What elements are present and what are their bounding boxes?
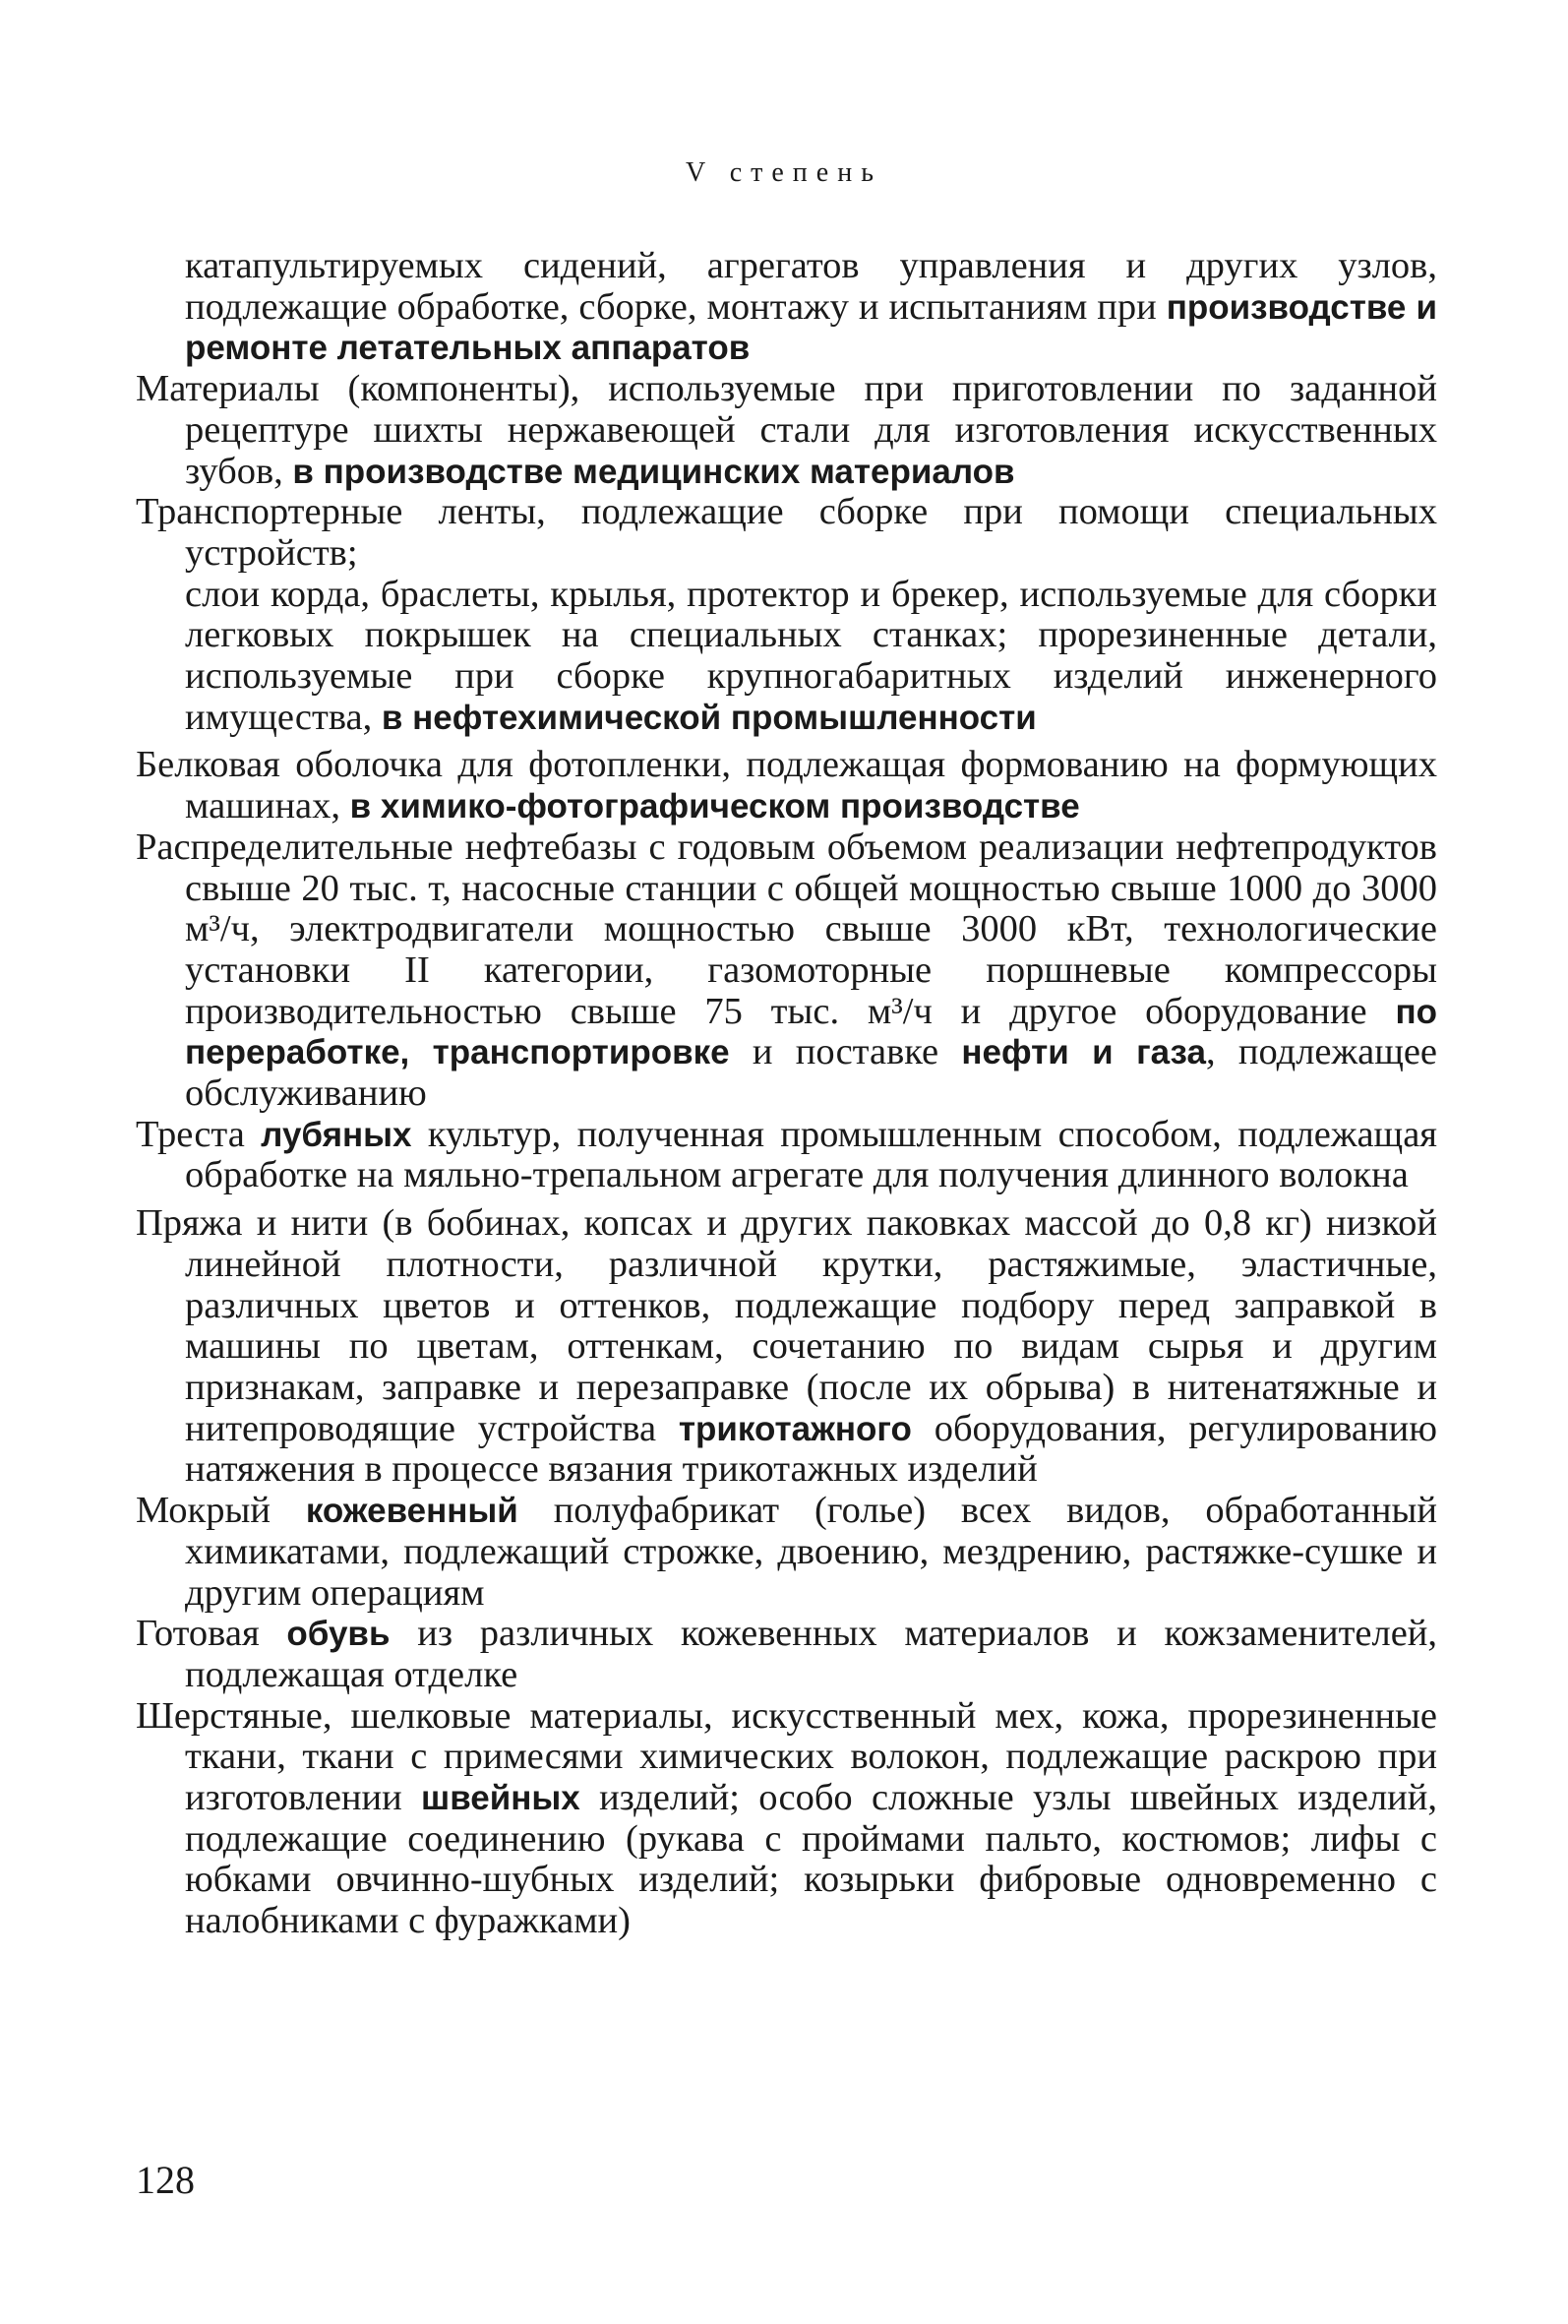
entry-emphasis: в нефтехимической промышленности <box>381 698 1037 737</box>
entry-emphasis: трикотажного <box>678 1409 912 1448</box>
entry-text: , подлежащее обслуживанию <box>185 1031 1438 1115</box>
entry-text: из различных кожевенных материалов и кожзаменителей, подлежащая отделке <box>185 1613 1438 1695</box>
entry-emphasis: нефти и газа <box>961 1033 1206 1072</box>
list-item <box>136 1203 1437 1491</box>
entry-text: и поставке <box>729 1031 962 1073</box>
entry-text: Готовая <box>136 1613 287 1655</box>
entry-text: Пряжа и нити (в бобинах, копсах и других паковках массой до 0,8 кг) низкой линейной плотности, различной крутки, растяжимые, эластичные, различных цветов и оттенков, подлежащие подбору перед заправкой в машины по цветам, оттенкам, сочетанию по видам сырья и другим признакам, заправке и перезаправке (после их обрыва) в нитенатяжные и нитепроводящие устройства <box>136 1202 1437 1449</box>
entry-text: Транспортерные ленты, подлежащие сборке при помощи специальных устройств; <box>136 491 1437 574</box>
list-item <box>136 1491 1437 1614</box>
entry-emphasis: обувь <box>286 1615 391 1654</box>
entry-emphasis: швейных <box>421 1779 580 1818</box>
entry-emphasis: лубяных <box>261 1115 412 1154</box>
entry-text: изделий; особо сложные узлы швейных изделий, подлежащие соединению (рукава с проймами пальто, костюмов; лифы с юбками овчинно-шубных изделий; козырьки фибровые одновременно с налобниками с фуражками) <box>185 1777 1437 1942</box>
running-head: V степень <box>686 157 882 188</box>
list-item <box>136 827 1437 1115</box>
entry-text: Мокрый <box>136 1490 306 1532</box>
entry-text: Распределительные нефтебазы с годовым объемом реализации нефтепродуктов свыше 20 тыс. т, насосные станции с общей мощностью свыше 1000 до 3000 м³/ч, электродвигатели мощностью свыше 3000 кВт, технологические установки II категории, газомоторные поршневые компрессоры производительностью свыше 75 тыс. м³/ч и другое оборудование <box>136 826 1437 1032</box>
list-item <box>136 369 1437 492</box>
entry-text: Белковая оболочка для фотопленки, подлежащая формованию на формующих машинах, <box>136 744 1437 827</box>
entry-text: культур, полученная промышленным способом, подлежащая обработке на мяльно-трепальном агрегате для получения длинного волокна <box>185 1113 1438 1196</box>
list-item <box>136 1614 1437 1695</box>
entry-emphasis: производстве и ремонте летательных аппаратов <box>185 287 1437 368</box>
list-item <box>136 492 1437 574</box>
list-item <box>136 575 1437 739</box>
list-item <box>136 745 1437 826</box>
text-body <box>136 246 1437 1942</box>
list-item <box>136 1115 1437 1196</box>
entry-text: катапультируемых сидений, агрегатов управления и других узлов, подлежащие обработке, сборке, монтажу и испытаниям при <box>185 245 1437 328</box>
entry-text: Шерстяные, шелковые материалы, искусственный мех, кожа, прорезиненные ткани, ткани с примесями химических волокон, подлежащие раскрою при изготовлении <box>136 1694 1437 1819</box>
entry-emphasis: в производстве медицинских материалов <box>292 452 1015 491</box>
entry-emphasis: кожевенный <box>305 1492 518 1531</box>
page-number: 128 <box>136 2158 195 2202</box>
entry-text: Треста <box>136 1113 262 1155</box>
entry-text: полуфабрикат (голье) всех видов, обработанный химикатами, подлежащий строжке, двоению, мездрению, растяжке-сушке и другим операциям <box>185 1490 1437 1614</box>
entry-text: оборудования, регулированию натяжения в процессе вязания трикотажных изделий <box>185 1407 1437 1491</box>
entry-text: Материалы (компоненты), используемые при приготовлении по заданной рецептуре шихты нержавеющей стали для изготовления искусственных зубов, <box>136 368 1437 492</box>
entry-emphasis: по переработке, транспортировке <box>185 992 1437 1072</box>
entry-emphasis: в химико-фотографическом производстве <box>349 787 1080 826</box>
list-item <box>136 1696 1437 1942</box>
list-item <box>136 246 1437 369</box>
entry-text: слои корда, браслеты, крылья, протектор и брекер, используемые для сборки легковых покрышек на специальных станках; прорезиненные детали, используемые при сборке крупногабаритных изделий инженерного имущества, <box>185 573 1437 738</box>
